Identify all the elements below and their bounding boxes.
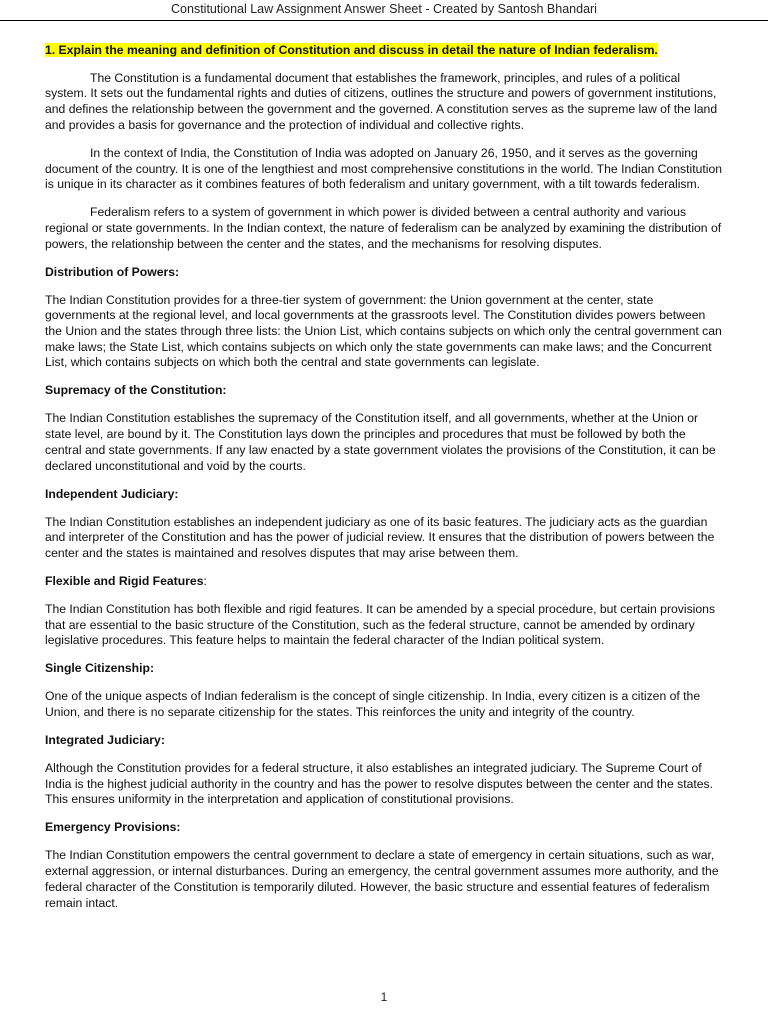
document-body (45, 43, 725, 924)
header-divider (0, 20, 768, 21)
question-heading (45, 43, 725, 59)
question-text: 1. Explain the meaning and definition of Constitution and discuss in detail the nature of Indian federalism. (45, 43, 658, 57)
section-heading-flexible-rigid (45, 574, 725, 590)
section-heading-supremacy: Supremacy of the Constitution: (45, 383, 227, 398)
section-heading-distribution-of-powers: Distribution of Powers: (45, 264, 180, 279)
section-paragraph: Although the Constitution provides for a federal structure, it also establishes an integrated judiciary. The Supreme Court of India is the highest judicial authority in the country and has the power to resolve disputes between the center and the states. This ensures uniformity in the interpretation and application of constitutional provisions. (45, 761, 714, 807)
section-paragraph: The Indian Constitution establishes an independent judiciary as one of its basic features. The judiciary acts as the guardian and interpreter of the Constitution and has the power of judicial review. It ensures that the distribution of powers between the center and the states is maintained and resolves disputes that may arise between them. (45, 514, 715, 560)
page-header (0, 0, 768, 20)
section-paragraph: The Indian Constitution establishes the supremacy of the Constitution itself, and all governments, whether at the Union or state level, are bound by it. The Constitution lays down the principles and procedures that must be followed by both the central and state governments. If any law enacted by a state government violates the provisions of the Constitution, it can be declared unconstitutional and void by the courts. (45, 411, 716, 473)
section-heading-single-citizenship: Single Citizenship: (45, 661, 155, 676)
section-paragraph: The Indian Constitution provides for a three-tier system of government: the Union government at the center, state governments at the regional level, and local governments at the grassroots level. The Constitution divides powers between the Union and the states through three lists: the Union List, which contains subjects on which only the central government can make laws; the State List, which contains subjects on which only the state governments can make laws; and the Concurrent List, which contains subjects on which both the central and state governments can legislate. (45, 292, 722, 370)
section-paragraph: The Indian Constitution has both flexible and rigid features. It can be amended by a special procedure, but certain provisions that are essential to the basic structure of the Constitution, such as the federal structure, cannot be amended by ordinary legislative procedures. This feature helps to maintain the federal character of the Indian political system. (45, 601, 716, 648)
section-heading-flexible-rigid-label: Flexible and Rigid Features (45, 573, 204, 588)
intro-paragraph: In the context of India, the Constitution of India was adopted on January 26, 1950, and it serves as the governing document of the country. It is one of the lengthiest and most comprehensive constitutions in the world. The Indian Constitution is unique in its character as it combines features of both federalism and unitary government, with a tilt towards federalism. (45, 145, 723, 192)
page-number: 1 (380, 990, 388, 1004)
section-heading-emergency-provisions: Emergency Provisions: (45, 820, 181, 835)
section-heading-colon: : (203, 573, 207, 588)
header-title: Constitutional Law Assignment Answer Sheet - Created by Santosh Bhandari (171, 2, 597, 16)
intro-paragraph: Federalism refers to a system of government in which power is divided between a central authority and various regional or state governments. In the Indian context, the nature of federalism can be analyzed by examining the distribution of powers, the relationship between the center and the states, and the mechanisms for resolving disputes. (45, 205, 722, 251)
section-paragraph: The Indian Constitution empowers the central government to declare a state of emergency in certain situations, such as war, external aggression, or internal disturbances. During an emergency, the central government assumes more authority, and the federal character of the Constitution is temporarily diluted. However, the basic structure and essential features of federalism remain intact. (45, 848, 719, 910)
section-heading-integrated-judiciary: Integrated Judiciary: (45, 733, 165, 748)
intro-paragraph: The Constitution is a fundamental document that establishes the framework, principles, and rules of a political system. It sets out the fundamental rights and duties of citizens, outlines the structure and powers of government institutions, and defines the relationship between the government and the governed. A constitution serves as the supreme law of the land and provides a basis for governance and the protection of individual and collective rights. (45, 70, 718, 132)
section-heading-independent-judiciary: Independent Judiciary: (45, 486, 179, 501)
section-paragraph: One of the unique aspects of Indian federalism is the concept of single citizenship. In India, every citizen is a citizen of the Union, and there is no separate citizenship for the states. This reinforces the unity and integrity of the country. (45, 689, 701, 720)
